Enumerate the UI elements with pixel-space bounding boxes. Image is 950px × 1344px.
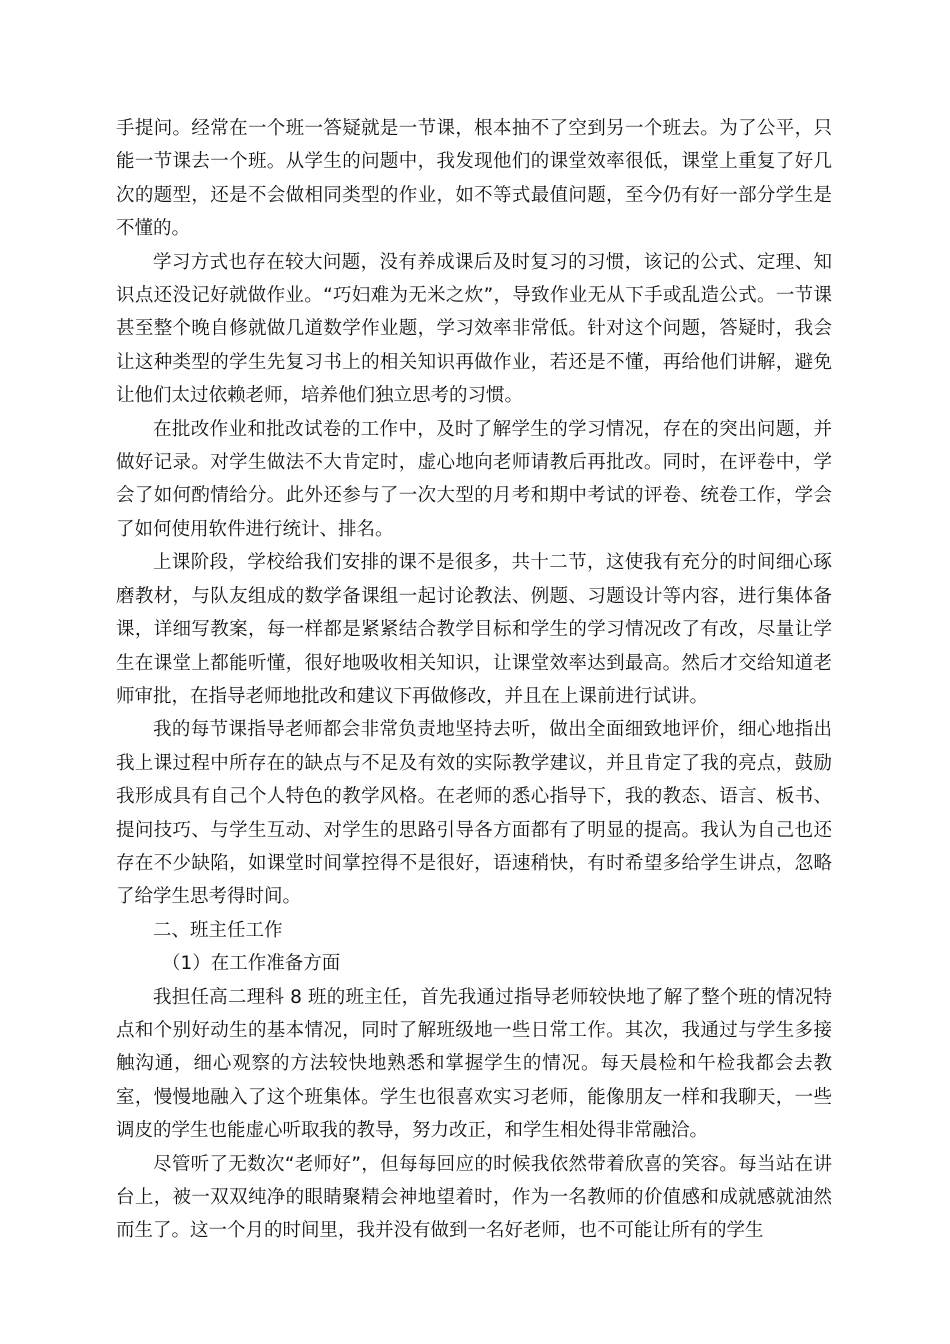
paragraph-grading-work: 在批改作业和批改试卷的工作中，及时了解学生的学习情况，存在的突出问题，并做好记录。对学生做法不大肯定时，虚心地向老师请教后再批改。同时，在评卷中，学会了如何酌情给分。此外还参与了一次大型的月考和期中考试的评卷、统卷工作，学会了如何使用软件进行统计、排名。	[116, 418, 832, 540]
subsection-heading-preparation: （1）在工作准备方面	[162, 953, 341, 975]
paragraph-teaching-stage: 上课阶段，学校给我们安排的课不是很多，共十二节，这使我有充分的时间细心琢磨教材，与队友组成的数学备课组一起讨论教法、例题、习题设计等内容，进行集体备课，详细写教案，每一样都是紧紧结合教学目标和学生的学习情况改了有改，尽量让学生在课堂上都能听懂，很好地吸收相关知识，让课堂效率达到最高。然后才交给知道老师审批，在指导老师地批改和建议下再做修改，并且在上课前进行试讲。	[116, 552, 832, 707]
section-heading-class-teacher: 二、班主任工作	[153, 919, 283, 941]
paragraph-mentor-feedback: 我的每节课指导老师都会非常负责地坚持去听，做出全面细致地评价，细心地指出我上课过程中所存在的缺点与不足及有效的实际教学建议，并且肯定了我的亮点，鼓励我形成具有自己个人特色的教学风格。在老师的悉心指导下，我的教态、语言、板书、提问技巧、与学生互动、对学生的思路引导各方面都有了明显的提高。我认为自己也还存在不少缺陷，如课堂时间掌控得不是很好，语速稍快，有时希望多给学生讲点，忽略了给学生思考得时间。	[116, 719, 832, 908]
paragraph-study-methods: 学习方式也存在较大问题，没有养成课后及时复习的习惯，该记的公式、定理、知识点还没记好就做作业。“巧妇难为无米之炊”，导致作业无从下手或乱造公式。一节课甚至整个晚自修就做几道数学作业题，学习效率非常低。针对这个问题，答疑时，我会让这种类型的学生先复习书上的相关知识再做作业，若还是不懂，再给他们讲解，避免让他们太过依赖老师，培养他们独立思考的习惯。	[116, 251, 832, 407]
paragraph-class-management: 我担任高二理科 8 班的班主任，首先我通过指导老师较快地了解了整个班的情况特点和个别好动生的基本情况，同时了解班级地一些日常工作。其次，我通过与学生多接触沟通，细心观察的方法较快地熟悉和掌握学生的情况。每天晨检和午检我都会去教室，慢慢地融入了这个班集体。学生也很喜欢实习老师，能像朋友一样和我聊天，一些调皮的学生也能虚心听取我的教导，努力改正，和学生相处得非常融洽。	[116, 986, 832, 1142]
document-page	[116, 112, 832, 1248]
paragraph-continuation: 手提问。经常在一个班一答疑就是一节课，根本抽不了空到另一个班去。为了公平，只能一节课去一个班。从学生的问题中，我发现他们的课堂效率很低，课堂上重复了好几次的题型，还是不会做相同类型的作业，如不等式最值问题，至今仍有好一部分学生是不懂的。	[116, 118, 832, 240]
paragraph-reflection: 尽管听了无数次“老师好”，但每每回应的时候我依然带着欣喜的笑容。每当站在讲台上，被一双双纯净的眼睛聚精会神地望着时，作为一名教师的价值感和成就感就油然而生了。这一个月的时间里，我并没有做到一名好老师，也不可能让所有的学生	[116, 1153, 832, 1242]
